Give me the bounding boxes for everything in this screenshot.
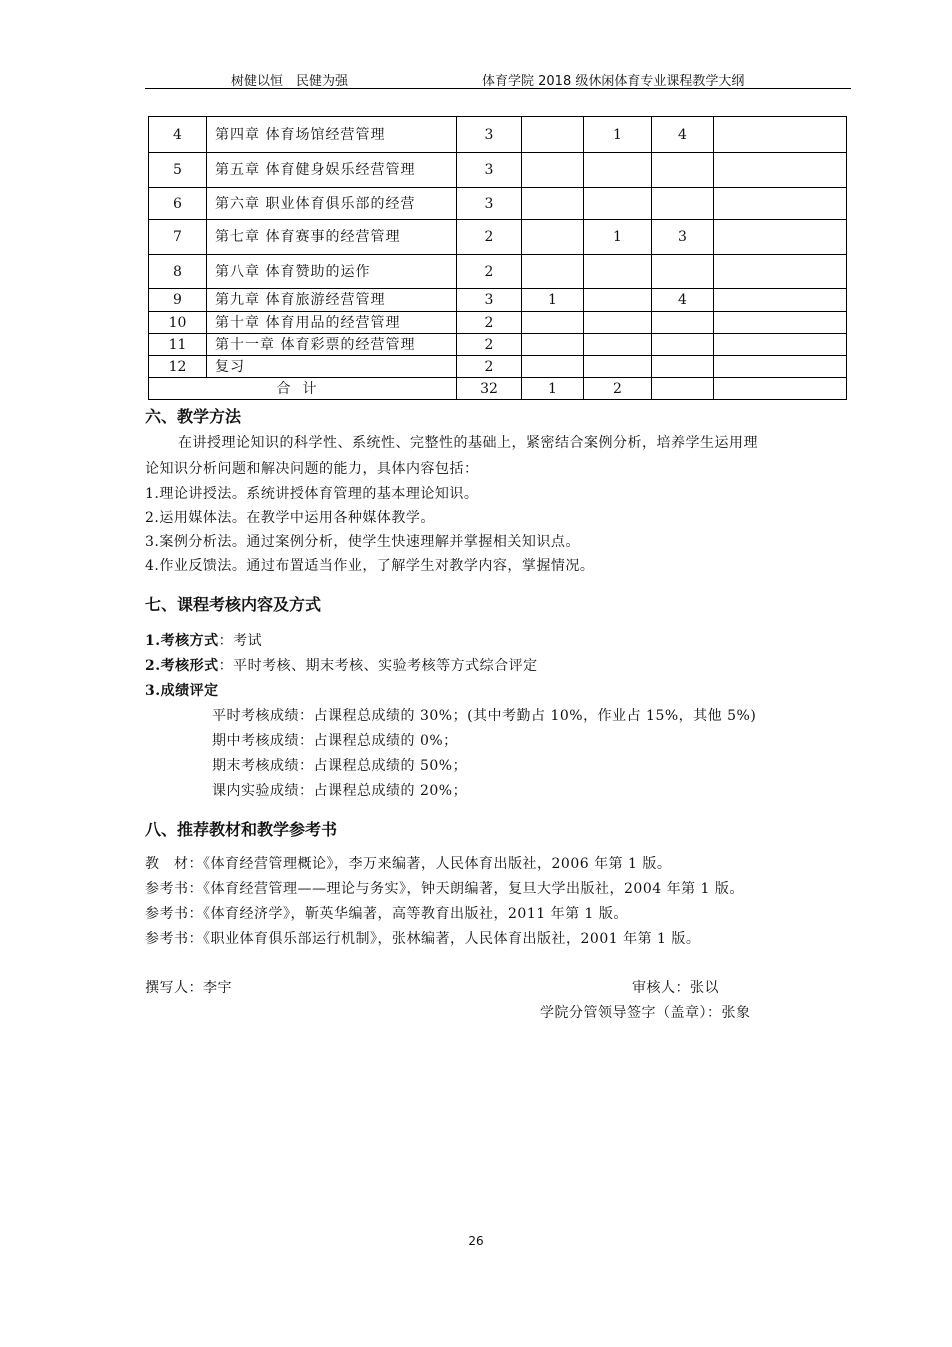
hours-col-4 <box>652 188 714 220</box>
reviewer-signature: 审核人：张以 <box>632 980 719 996</box>
row-number: 9 <box>149 289 207 312</box>
hours-col-4 <box>652 312 714 334</box>
hours-col-3 <box>584 289 652 312</box>
row-number: 4 <box>149 117 207 153</box>
lecture-hours: 2 <box>457 312 522 334</box>
chapter-title: 第六章 职业体育俱乐部的经营 <box>207 188 457 220</box>
hours-col-2 <box>522 220 584 255</box>
assessment-method <box>145 630 262 650</box>
hours-col-3 <box>584 356 652 378</box>
list-item: 3.案例分析法。通过案例分析，使学生快速理解并掌握相关知识点。 <box>145 534 580 550</box>
table-row <box>149 289 847 312</box>
hours-col-4 <box>652 153 714 188</box>
lecture-hours: 3 <box>457 153 522 188</box>
hours-col-2 <box>522 117 584 153</box>
section-title-textbooks: 八、推荐教材和教学参考书 <box>145 820 338 839</box>
chapter-title: 第十章 体育用品的经营管理 <box>207 312 457 334</box>
total-label: 合计 <box>149 378 457 400</box>
lecture-hours: 3 <box>457 117 522 153</box>
grade-item: 期末考核成绩：占课程总成绩的 50%； <box>212 758 468 774</box>
hours-col-3 <box>584 255 652 289</box>
hours-col-2 <box>522 188 584 220</box>
assessment-form <box>145 655 538 675</box>
assessment-method-value: ：考试 <box>218 633 263 649</box>
hours-col-3: 1 <box>584 220 652 255</box>
chapter-title: 第八章 体育赞助的运作 <box>207 255 457 289</box>
list-item: 4.作业反馈法。通过布置适当作业，了解学生对教学内容，掌握情况。 <box>145 558 595 574</box>
hours-col-3 <box>584 188 652 220</box>
lecture-hours: 2 <box>457 220 522 255</box>
hours-col-5 <box>714 153 847 188</box>
grade-item: 平时考核成绩：占课程总成绩的 30%；(其中考勤占 10%，作业占 15%，其他 5%) <box>212 708 757 724</box>
total-col-4 <box>652 378 714 400</box>
hours-col-3: 1 <box>584 117 652 153</box>
lecture-hours: 2 <box>457 334 522 356</box>
list-item: 2.运用媒体法。在教学中运用各种媒体教学。 <box>145 510 435 526</box>
table-row <box>149 153 847 188</box>
hours-col-4: 4 <box>652 289 714 312</box>
lecture-hours: 2 <box>457 255 522 289</box>
assessment-form-label: 2.考核形式 <box>145 658 219 674</box>
hours-col-5 <box>714 356 847 378</box>
chapter-title: 第五章 体育健身娱乐经营管理 <box>207 153 457 188</box>
table-row <box>149 220 847 255</box>
row-number: 11 <box>149 334 207 356</box>
hours-col-3 <box>584 153 652 188</box>
hours-col-5 <box>714 188 847 220</box>
chapter-title: 复习 <box>207 356 457 378</box>
row-number: 8 <box>149 255 207 289</box>
hours-col-2 <box>522 356 584 378</box>
header-divider <box>145 88 851 89</box>
table-total-row <box>149 378 847 400</box>
hours-col-5 <box>714 117 847 153</box>
header-motto: 树健以恒 民健为强 <box>231 74 349 89</box>
chapter-title: 第七章 体育赛事的经营管理 <box>207 220 457 255</box>
total-col-5 <box>714 378 847 400</box>
chapter-title: 第四章 体育场馆经营管理 <box>207 117 457 153</box>
hours-col-2: 1 <box>522 289 584 312</box>
book-entry: 参考书：《体育经营管理——理论与务实》，钟天朗编著，复旦大学出版社，2004 年第 1 版。 <box>145 881 744 897</box>
lecture-hours: 2 <box>457 356 522 378</box>
author-signature: 撰写人：李宇 <box>145 980 232 996</box>
chapter-title: 第十一章 体育彩票的经营管理 <box>207 334 457 356</box>
book-entry: 参考书：《体育经济学》，靳英华编著，高等教育出版社，2011 年第 1 版。 <box>145 906 628 922</box>
hours-col-5 <box>714 312 847 334</box>
assessment-method-label: 1.考核方式 <box>145 633 219 649</box>
table-row <box>149 255 847 289</box>
hours-col-2 <box>522 312 584 334</box>
hours-col-2 <box>522 255 584 289</box>
hours-col-4 <box>652 334 714 356</box>
section-title-teaching-methods: 六、教学方法 <box>145 407 242 426</box>
row-number: 10 <box>149 312 207 334</box>
grade-item: 课内实验成绩：占课程总成绩的 20%； <box>212 783 468 799</box>
table-row <box>149 117 847 153</box>
grade-evaluation-label: 3.成绩评定 <box>145 683 219 699</box>
page-number: 26 <box>468 1234 484 1248</box>
total-lecture-hours: 32 <box>457 378 522 400</box>
list-item: 1.理论讲授法。系统讲授体育管理的基本理论知识。 <box>145 486 479 502</box>
hours-col-3 <box>584 312 652 334</box>
hours-table <box>148 116 847 400</box>
row-number: 7 <box>149 220 207 255</box>
hours-col-5 <box>714 220 847 255</box>
hours-col-2 <box>522 153 584 188</box>
table-row <box>149 334 847 356</box>
lecture-hours: 3 <box>457 188 522 220</box>
hours-col-5 <box>714 289 847 312</box>
leader-signature: 学院分管领导签字（盖章）：张象 <box>540 1005 751 1021</box>
hours-col-2 <box>522 334 584 356</box>
paragraph-line: 在讲授理论知识的科学性、系统性、完整性的基础上，紧密结合案例分析，培养学生运用理 <box>178 435 758 451</box>
row-number: 5 <box>149 153 207 188</box>
hours-col-4: 4 <box>652 117 714 153</box>
hours-col-4 <box>652 255 714 289</box>
table-row <box>149 356 847 378</box>
chapter-title: 第九章 体育旅游经营管理 <box>207 289 457 312</box>
hours-col-5 <box>714 334 847 356</box>
table-row <box>149 188 847 220</box>
hours-col-3 <box>584 334 652 356</box>
book-entry: 参考书：《职业体育俱乐部运行机制》，张林编著，人民体育出版社，2001 年第 1 版。 <box>145 931 701 947</box>
hours-col-5 <box>714 255 847 289</box>
hours-col-4 <box>652 356 714 378</box>
grade-item: 期中考核成绩：占课程总成绩的 0%； <box>212 733 458 749</box>
total-col-3: 2 <box>584 378 652 400</box>
assessment-form-value: ：平时考核、期末考核、实验考核等方式综合评定 <box>218 658 538 674</box>
hours-col-4: 3 <box>652 220 714 255</box>
book-entry: 教 材：《体育经营管理概论》，李万来编著，人民体育出版社，2006 年第 1 版。 <box>145 856 672 872</box>
header-title: 体育学院 2018 级休闲体育专业课程教学大纲 <box>482 74 745 89</box>
row-number: 12 <box>149 356 207 378</box>
table-row <box>149 312 847 334</box>
paragraph-line: 论知识分析问题和解决问题的能力，具体内容包括： <box>145 461 479 477</box>
row-number: 6 <box>149 188 207 220</box>
total-col-2: 1 <box>522 378 584 400</box>
section-title-assessment: 七、课程考核内容及方式 <box>145 595 322 614</box>
lecture-hours: 3 <box>457 289 522 312</box>
